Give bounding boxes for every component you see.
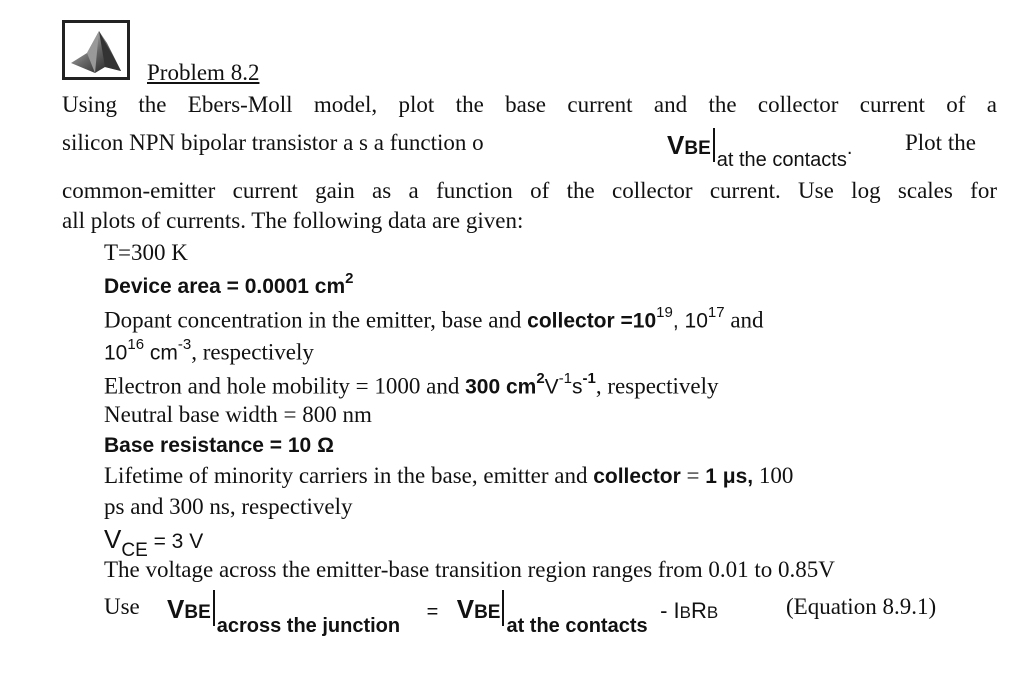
statement-line-4: all plots of currents. The following data are given: xyxy=(62,208,524,233)
equation-line: Use xyxy=(104,594,140,619)
voltage-range: The voltage across the emitter-base transition region ranges from 0.01 to 0.85V xyxy=(104,557,835,582)
equation-expression: VBEacross the junction = VBEat the contacts - IBRB xyxy=(167,590,718,626)
base-width: Neutral base width = 800 nm xyxy=(104,402,372,427)
vce-value: $V_{CE} = 3$ V xyxy=(104,524,204,561)
device-area: Device area = 0.0001 $cm^2$ xyxy=(104,270,354,298)
statement-line-3: common-emitter current gain as a function of the collector current. Use log scales for xyxy=(62,178,997,203)
mobility: Electron and hole mobility = 1000 and 300 $cm^2V^{-1}s^{-1}$, respectively xyxy=(104,370,719,399)
base-resistance: Base resistance = 10 Ω xyxy=(104,434,334,457)
vbe-contacts-expression: VBEat the contacts. xyxy=(667,130,853,171)
lifetime: Lifetime of minority carriers in the base, emitter and collector = 1 μs, 100 xyxy=(104,463,794,488)
statement-line-2-end: Plot the xyxy=(905,130,976,155)
lifetime-cont: ps and 300 ns, respectively xyxy=(104,494,353,519)
statement-line-1: Using the Ebers-Moll model, plot the base current and the collector current of a xyxy=(62,92,997,117)
statement-line-2-start: silicon NPN bipolar transistor a s a function o xyxy=(62,130,484,155)
matlab-logo-icon xyxy=(62,20,130,80)
problem-title: Problem 8.2 xyxy=(147,60,260,85)
dopant-concentration: Dopant concentration in the emitter, base and collector $=10^{19}$, $10^{17}$ and xyxy=(104,304,764,333)
temperature: T=300 K xyxy=(104,240,188,265)
equation-reference: (Equation 8.9.1) xyxy=(786,594,937,619)
dopant-concentration-cont: $10^{16}$ $cm^{-3}$, respectively xyxy=(104,336,314,365)
